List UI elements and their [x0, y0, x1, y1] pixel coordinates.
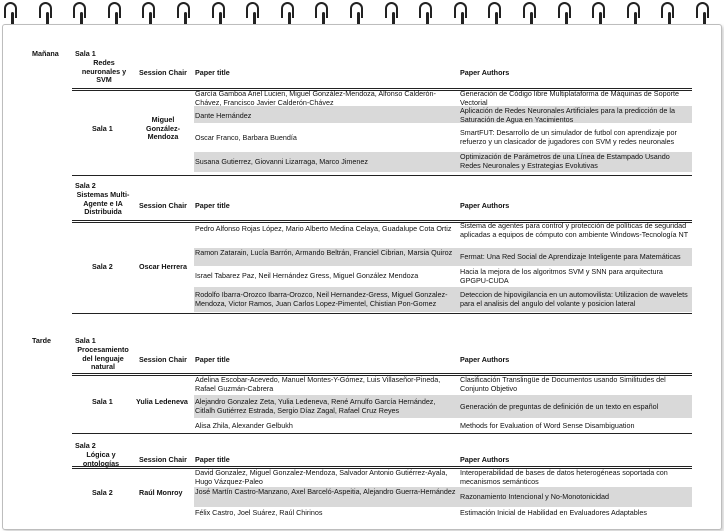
period-afternoon: Tarde: [32, 336, 52, 345]
session-chair-name: Raúl Monroy: [139, 488, 183, 497]
paper-authors-cell: Fermat: Una Red Social de Aprendizaje Inteligente para Matemáticas: [460, 252, 681, 261]
paper-title-cell: Oscar Franco, Barbara Buendía: [195, 133, 297, 142]
session-chair-name: Oscar Herrera: [139, 262, 187, 271]
session-bottom-rule: [72, 175, 692, 176]
session-bottom-rule: [72, 313, 692, 314]
session-chair-header: Session Chair: [139, 455, 187, 464]
paper-title-cell: José Martín Castro-Manzano, Axel Barceló-Aspeitia, Alejandro Guerra-Hernández: [195, 487, 456, 496]
paper-authors-cell: Hacia la mejora de los algoritmos SVM y SNN para arquitectura GPGPU-CUDA: [460, 267, 663, 285]
paper-authors-cell: Methods for Evaluation of Word Sense Disambiguation: [460, 421, 635, 430]
session-chair-header: Session Chair: [139, 355, 187, 364]
paper-title-cell: Pedro Alfonso Rojas López, Mario Alberto Medina Celaya, Guadalupe Cota Ortiz: [195, 224, 452, 233]
paper-authors-cell: SmartFUT: Desarrollo de un simulador de futbol con aprendizaje por refuerzo y un clasicador de jugadores con SVM y redes neuronales: [460, 128, 677, 146]
paper-authors-header: Paper Authors: [460, 455, 510, 464]
room-label: Sala 1: [92, 397, 113, 406]
session-topic: Sistemas Multi-Agente e IA Distribuida: [76, 190, 130, 217]
paper-authors-cell: Clasificación Translingüe de Documentos usando Similitudes del Conjunto Objetivo: [460, 375, 666, 393]
paper-title-cell: Adelina Escobar-Acevedo, Manuel Montes-Y-Gómez, Luis Villaseñor-Pineda, Rafael Guzmán-Cabrera: [195, 375, 441, 393]
paper-title-cell: Susana Gutierrez, Giovanni Lizarraga, Marco Jimenez: [195, 157, 368, 166]
paper-title-cell: Félix Castro, Joel Suárez, Raúl Chirinos: [195, 508, 323, 517]
session-chair-header: Session Chair: [139, 68, 187, 77]
paper-title-cell: Alisa Zhila, Alexander Gelbukh: [195, 421, 293, 430]
paper-authors-header: Paper Authors: [460, 68, 510, 77]
paper-authors-cell: Sistema de agentes para control y protección de políticas de seguridad aplicadas a equipos de cómputo con ambiente Windows-Tecnología NT: [460, 221, 689, 239]
paper-title-header: Paper title: [195, 201, 230, 210]
session-label: Sala 2: [75, 441, 96, 450]
paper-title-cell: Dante Hernández: [195, 111, 252, 120]
paper-title-cell: Alejandro Gonzalez Zeta, Yulia Ledeneva, René Arnulfo García Hernández, Citlalh Gutiérrez Estrada, Sergio Díaz Zagal, Rafael Cruz Reyes: [195, 397, 436, 415]
session-label: Sala 2: [75, 181, 96, 190]
paper-title-cell: García Gamboa Ariel Lucien, Miguel González-Mendoza, Alfonso Calderón-Chávez, Francisco Javier Calderón-Chávez: [195, 89, 436, 107]
paper-authors-cell: Deteccion de hipovigilancia en un automovilista: Utilizacion de wavelets para el analisis del angulo del volante y posicion lateral: [460, 290, 688, 308]
paper-title-header: Paper title: [195, 355, 230, 364]
session-topic: Procesamiento del lenguaje natural: [77, 345, 129, 372]
room-label: Sala 1: [92, 124, 113, 133]
session-label: Sala 1: [75, 49, 96, 58]
session-topic: Redes neuronales y SVM: [81, 58, 127, 85]
session-chair-name: Yulia Ledeneva: [136, 397, 188, 406]
paper-authors-cell: Aplicación de Redes Neuronales Artificiales para la predicción de la Saturación de Agua en Yacimientos: [460, 106, 675, 124]
paper-authors-cell: Interoperabilidad de bases de datos heterogéneas soportada con mecanismos semánticos: [460, 468, 668, 486]
paper-title-cell: David Gonzalez, Miguel Gonzalez-Mendoza, Salvador Antonio Gutiérrez-Ayala, Hugo Vázquez-Paleo: [195, 468, 448, 486]
paper-authors-header: Paper Authors: [460, 355, 510, 364]
paper-authors-cell: Razonamiento Intencional y No-Monotonicidad: [460, 492, 610, 501]
session-label: Sala 1: [75, 336, 96, 345]
period-morning: Mañana: [32, 49, 59, 58]
session-chair-name: Miguel González-Mendoza: [146, 115, 180, 142]
paper-authors-cell: Optimización de Parámetros de una Línea de Estampado Usando Redes Neuronales y Estrategias Evolutivas: [460, 152, 670, 170]
paper-title-header: Paper title: [195, 455, 230, 464]
paper-title-cell: Ramon Zatarain, Lucía Barrón, Armando Beltrán, Franciel Cibrian, Marsia Quiroz: [195, 248, 453, 257]
paper-authors-cell: Generación de preguntas de definición de un texto en español: [460, 402, 659, 411]
paper-title-cell: Rodolfo Ibarra-Orozco Ibarra-Orozco, Neil Hernandez-Gress, Miguel Gonzalez-Mendoza, Victor Ramos, Juan Carlos Lopez-Pimentel, Chistian Pon-Gomez: [195, 290, 448, 308]
session-chair-header: Session Chair: [139, 201, 187, 210]
paper-authors-header: Paper Authors: [460, 201, 510, 210]
paper-authors-cell: Estimación Inicial de Habilidad en Evaluadores Adaptables: [460, 508, 647, 517]
session-topic: Lógica y ontologías: [82, 450, 120, 468]
paper-title-cell: Israel Tabarez Paz, Neil Hernández Gress, Miguel González Mendoza: [195, 271, 419, 280]
paper-title-header: Paper title: [195, 68, 230, 77]
paper-authors-cell: Generación de Código libre Multiplataforma de Máquinas de Soporte Vectorial: [460, 89, 679, 107]
room-label: Sala 2: [92, 488, 113, 497]
session-bottom-rule: [72, 433, 692, 434]
room-label: Sala 2: [92, 262, 113, 271]
